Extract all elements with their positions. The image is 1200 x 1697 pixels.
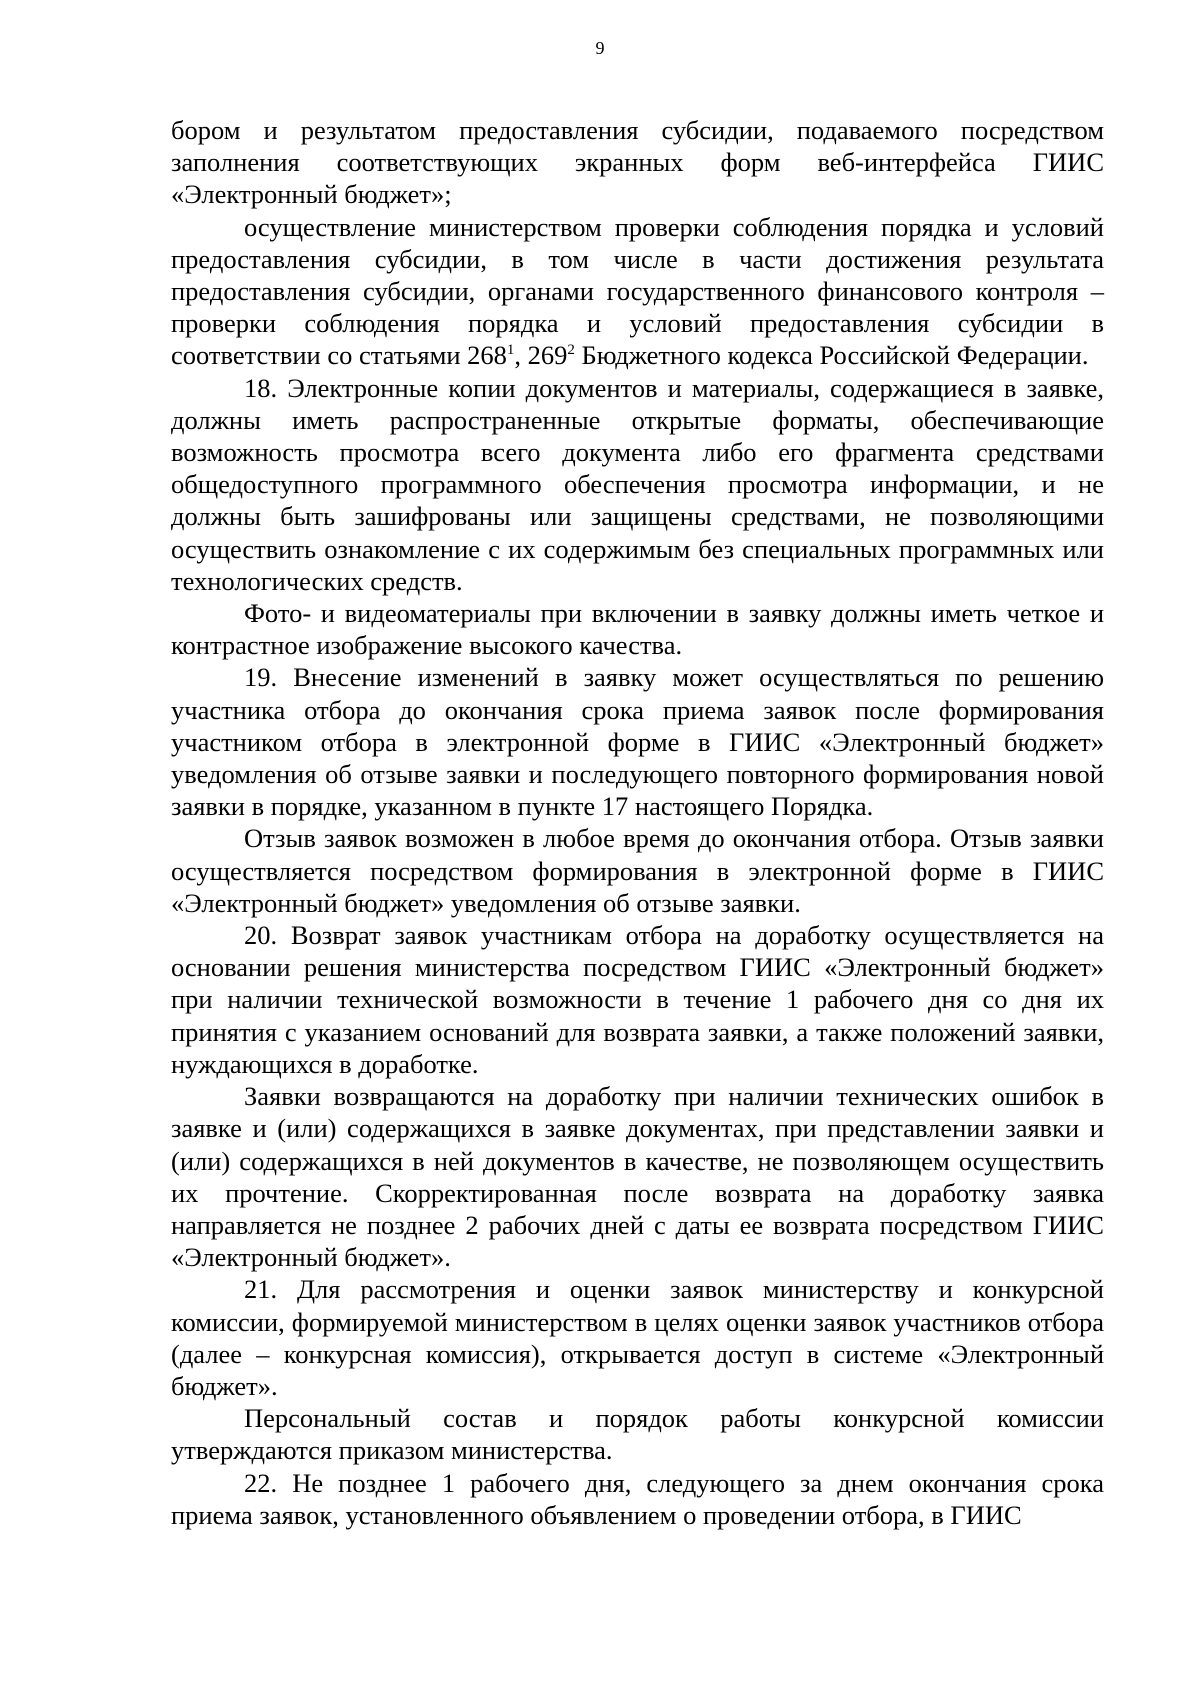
page-number: 9	[595, 38, 605, 58]
paragraph-22: 22. Не позднее 1 рабочего дня, следующего за днем окончания срока приема заявок, установленного объявлением о проведении отбора, в ГИИС	[171, 1467, 1104, 1530]
document-body	[171, 114, 1104, 1531]
paragraph-18: 18. Электронные копии документов и материалы, содержащиеся в заявке, должны иметь распространенные открытые форматы, обеспечивающие возможность просмотра всего документа либо его фрагмента средствами общедоступного программного обеспечения просмотра информации, и не должны быть зашифрованы или защищены средствами, не позволяющими осуществить ознакомление с их содержимым без специальных программных или технологических средств.	[171, 372, 1104, 596]
superscript-article-268: 1	[506, 342, 515, 359]
paragraph-continuation: бором и результатом предоставления субсидии, подаваемого посредством заполнения соответствующих экранных форм веб-интерфейса ГИИС «Электронный бюджет»;	[171, 115, 1104, 210]
paragraph-21-commission: Персональный состав и порядок работы конкурсной комиссии утверждаются приказом министерства.	[171, 1403, 1104, 1466]
paragraph-21: 21. Для рассмотрения и оценки заявок министерству и конкурсной комиссии, формируемой министерством в целях оценки заявок участников отбора (далее – конкурсная комиссия), открывается доступ в системе «Электронный бюджет».	[171, 1274, 1104, 1401]
paragraph-18-photo: Фото- и видеоматериалы при включении в заявку должны иметь четкое и контрастное изображение высокого качества.	[171, 598, 1104, 661]
paragraph-20-return: Заявки возвращаются на доработку при наличии технических ошибок в заявке и (или) содержащихся в заявке документах, при представлении заявки и (или) содержащихся в ней документов в качестве, не позволяющем осуществить их прочтение. Скорректированная после возврата на доработку заявка направляется не позднее 2 рабочих дней с даты ее возврата посредством ГИИС «Электронный бюджет».	[171, 1081, 1104, 1273]
paragraph-control	[171, 211, 1104, 372]
paragraph-19-withdraw: Отзыв заявок возможен в любое время до окончания отбора. Отзыв заявки осуществляется посредством формирования в электронной форме в ГИИС «Электронный бюджет» уведомления об отзыве заявки.	[171, 823, 1104, 918]
paragraph-control-text-middle: , 269	[514, 340, 568, 371]
paragraph-control-text-before: осуществление министерством проверки соблюдения порядка и условий предоставления субсидии, в том числе в части достижения результата предоставления субсидии, органами государственного финансового контроля – проверки соблюдения порядка и условий предоставления субсидии в соответствии со статьями 268	[171, 211, 1104, 371]
paragraph-control-text-after: Бюджетного кодекса Российской Федерации.	[574, 340, 1089, 371]
paragraph-20: 20. Возврат заявок участникам отбора на доработку осуществляется на основании решения министерства посредством ГИИС «Электронный бюджет» при наличии технической возможности в течение 1 рабочего дня со дня их принятия с указанием оснований для возврата заявки, а также положений заявки, нуждающихся в доработке.	[171, 920, 1104, 1079]
superscript-article-269: 2	[567, 342, 575, 359]
paragraph-19: 19. Внесение изменений в заявку может осуществляться по решению участника отбора до окончания срока приема заявок после формирования участником отбора в электронной форме в ГИИС «Электронный бюджет» уведомления об отзыве заявки и последующего повторного формирования новой заявки в порядке, указанном в пункте 17 настоящего Порядка.	[171, 662, 1104, 822]
